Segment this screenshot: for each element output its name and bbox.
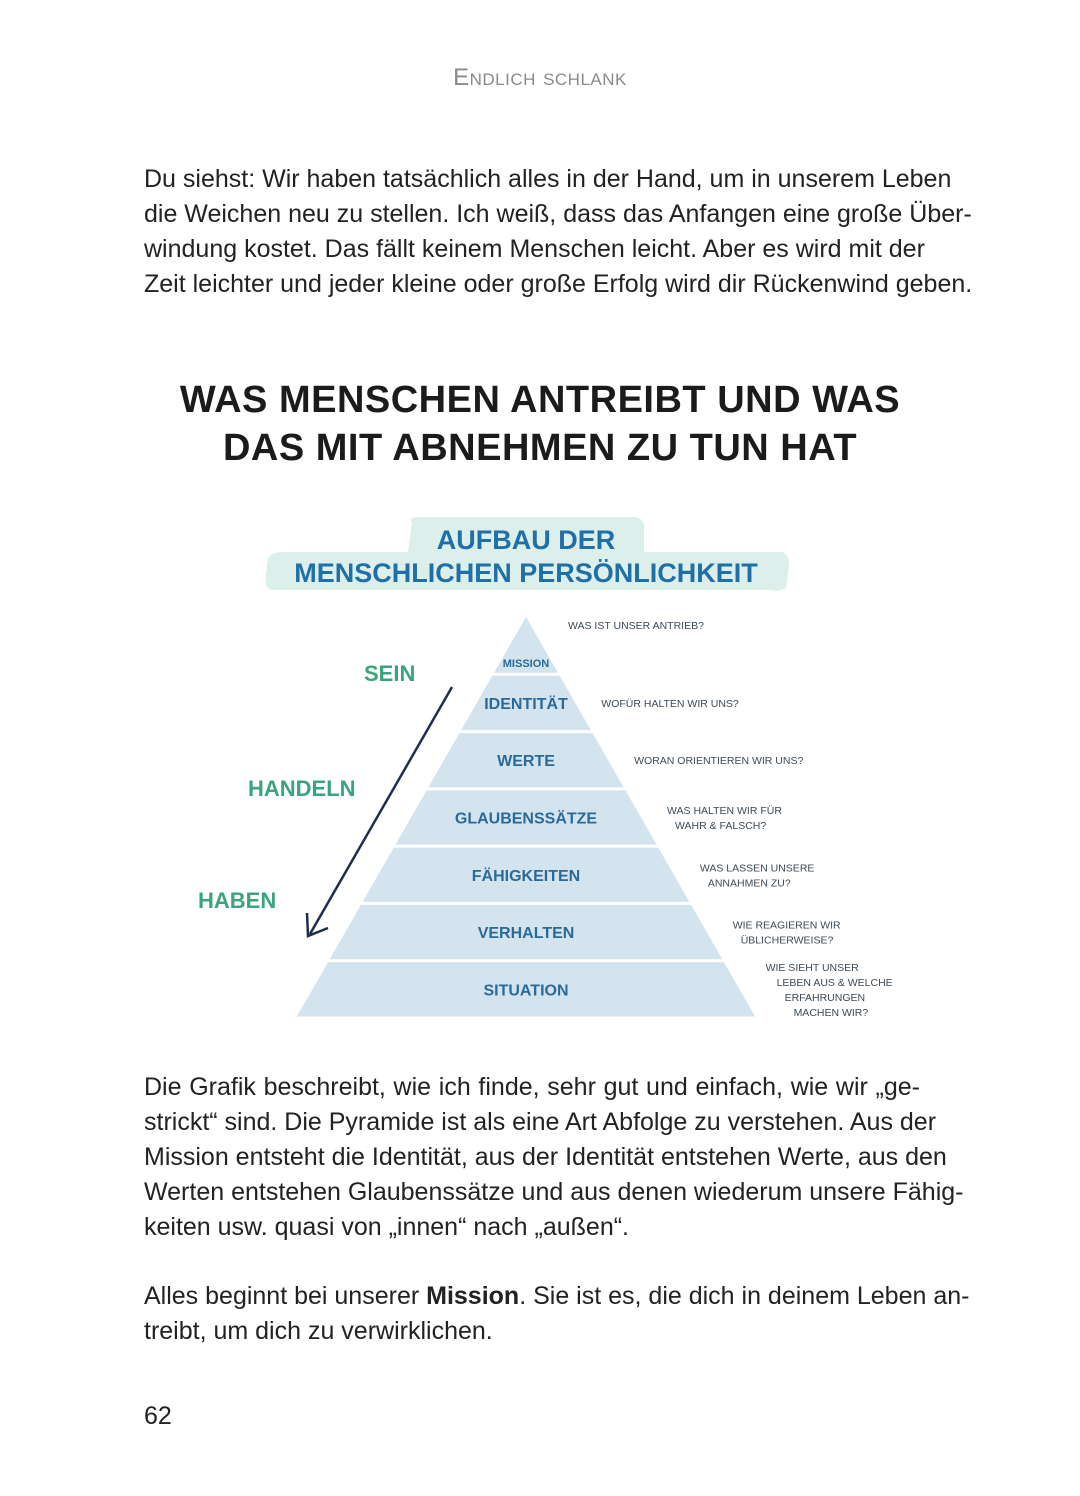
pyramid-level-label: GLAUBENSSÄTZE [454, 810, 598, 828]
pyramid-level-label: SITUATION [483, 982, 569, 1000]
pyramid-question-line: WIE SIEHT UNSER [765, 961, 859, 974]
personality-pyramid-figure [0, 500, 1080, 1040]
pyramid-question-line: ÜBLICHERWEISE? [740, 934, 834, 947]
pyramid-level-label: WERTE [497, 753, 555, 771]
paragraph-mission [144, 1279, 970, 1349]
section-heading-line: DAS MIT ABNEHMEN ZU TUN HAT [222, 427, 858, 469]
section-heading-line: WAS MENSCHEN ANTREIBT UND WAS [179, 379, 901, 421]
pyramid-question-line: WAS LASSEN UNSERE [699, 862, 815, 875]
pyramid-question-line: LEBEN AUS & WELCHE [776, 976, 893, 989]
figure-title-line-1: AUFBAU DER [436, 525, 616, 555]
text-line: windung kostet. Das fällt keinem Menschen leicht. Aber es wird mit der [144, 235, 925, 263]
pyramid-question-line: WORAN ORIENTIEREN WIR UNS? [634, 755, 804, 768]
pyramid-question-line: WOFÜR HALTEN WIR UNS? [601, 697, 739, 710]
pyramid-question-line: WIE REAGIEREN WIR [732, 919, 841, 932]
text-run: . Sie ist es, die dich in deinem Leben an- [519, 1282, 970, 1310]
pyramid-level-label: IDENTITÄT [484, 695, 568, 713]
pyramid-question-line: WAHR & FALSCH? [675, 820, 767, 832]
text-line: Die Grafik beschreibt, wie ich finde, sehr gut und einfach, wie wir „ge- [144, 1073, 920, 1101]
section-heading [100, 376, 980, 472]
running-head: Endlich schlank [453, 64, 627, 91]
arrow-label-haben: HABEN [198, 888, 277, 913]
page-number: 62 [144, 1402, 172, 1430]
pyramid-question-line: ERFAHRUNGEN [784, 991, 866, 1004]
arrow-label-sein: SEIN [364, 661, 416, 686]
text-line: Mission entsteht die Identität, aus der Identität entstehen Werte, aus den [144, 1143, 947, 1171]
text-line: Zeit leichter und jeder kleine oder große Erfolg wird dir Rückenwind geben. [144, 270, 973, 298]
figure-title-line-2: MENSCHLICHEN PERSÖNLICHKEIT [294, 558, 758, 588]
pyramid-level-label: VERHALTEN [477, 925, 575, 943]
pyramid-question-line: WAS HALTEN WIR FÜR [667, 805, 782, 817]
text-line: Werten entstehen Glaubenssätze und aus denen wiederum unsere Fähig- [144, 1178, 964, 1206]
text-line: die Weichen neu zu stellen. Ich weiß, dass das Anfangen eine große Über- [144, 200, 972, 228]
text-line: treibt, um dich zu verwirklichen. [144, 1317, 493, 1345]
text-line: Du siehst: Wir haben tatsächlich alles in der Hand, um in unserem Leben [144, 165, 952, 193]
bold-term-mission: Mission [426, 1282, 520, 1310]
pyramid-level-label: MISSION [502, 657, 550, 670]
arrow-label-handeln: HANDELN [248, 776, 356, 801]
text-line: keiten usw. quasi von „innen“ nach „außen“. [144, 1213, 629, 1241]
pyramid-question-line: ANNAHMEN ZU? [707, 877, 791, 890]
paragraph-explanation [144, 1070, 964, 1245]
pyramid-question-line: WAS IST UNSER ANTRIEB? [567, 619, 704, 632]
paragraph-intro [144, 162, 973, 302]
text-line: strickt“ sind. Die Pyramide ist als eine Art Abfolge zu verstehen. Aus der [144, 1108, 937, 1136]
pyramid-question-line: MACHEN WIR? [793, 1006, 869, 1019]
text-line [144, 1279, 970, 1314]
pyramid-level-label: FÄHIGKEITEN [471, 867, 581, 885]
text-run: Alles beginnt bei unserer [144, 1282, 427, 1310]
